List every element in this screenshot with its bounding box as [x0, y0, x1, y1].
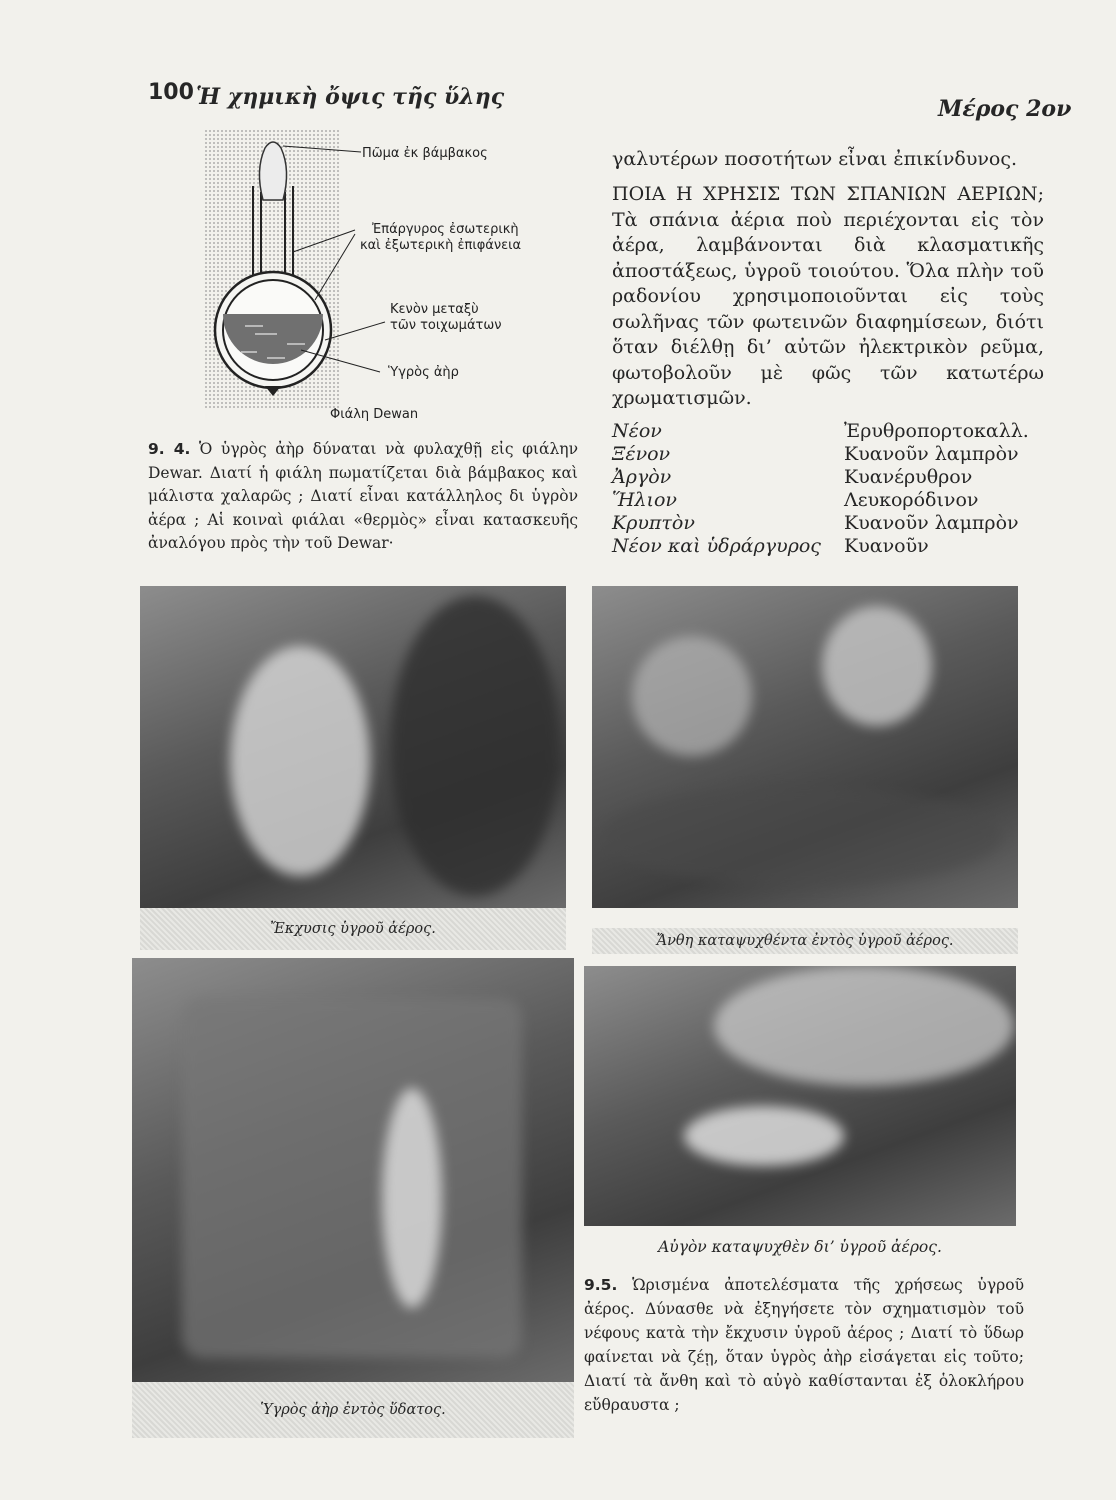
cotton-stopper [259, 142, 286, 200]
caption-9-5-text: Ὡρισμένα ἀποτελέσματα τῆς χρήσεως ὑγροῦ ἀέρος. Δύνασθε νὰ ἐξηγήσετε τὸν σχηματισμὸν τοῦ νέφους κατὰ τὴν ἔκχυσιν ὑγροῦ ἀέρος ; Διατί τὸ ὕδωρ φαίνεται νὰ ζέῃ, ὅταν ὑγρὸς ἀὴρ εἰσάγεται εἰς τοῦτο; Διατί τὰ ἄνθη καὶ τὸ αὐγὸ καθίστανται ἐξ ὁλοκλήρου εὔθραυστα ; [584, 1276, 1024, 1414]
gas-name: Νέον [612, 420, 662, 442]
caption-egg: Αὐγὸν καταψυχθὲν δι’ ὑγροῦ ἀέρος. [658, 1238, 942, 1256]
caption-9-4 [148, 438, 578, 556]
caption-pouring: Ἔκχυσις ὑγροῦ ἀέρος. [140, 908, 566, 950]
photo-beaker [132, 958, 574, 1382]
gas-row [612, 420, 1044, 443]
page-number: 100 [148, 80, 194, 105]
gas-row [612, 489, 1044, 512]
intro-line: γαλυτέρων ποσοτήτων εἶναι ἐπικίνδυνος. [612, 148, 1018, 170]
caption-flowers: Ἄνθη καταψυχθέντα ἐντὸς ὑγροῦ ἀέρος. [592, 928, 1018, 954]
label-vacuum-line-1: Κενὸν μεταξὺ [390, 302, 479, 317]
photo-figure [390, 596, 560, 896]
gas-row [612, 535, 1044, 558]
photo-flowers [632, 636, 752, 756]
gas-color: Λευκορόδινον [844, 489, 979, 511]
label-silvered-line-1: Ἐπάργυρος ἐσωτερικὴ [372, 222, 519, 237]
gas-row [612, 443, 1044, 466]
gas-color: Κυανοῦν [844, 535, 929, 557]
photo-glass [822, 606, 932, 726]
photo-frozen-flowers [592, 586, 1018, 908]
label-silvered-line-2: καὶ ἐξωτερικὴ ἐπιφάνεια [360, 238, 522, 253]
photo-pouring-liquid-air [140, 586, 566, 908]
label-stopper: Πῶμα ἐκ βάμβακος [362, 146, 488, 161]
dewar-flask-diagram [205, 130, 575, 430]
gas-name: Νέον καὶ ὑδράργυρος [612, 535, 821, 557]
photo-egg-shards [684, 1106, 844, 1166]
photo-frozen-egg [584, 966, 1016, 1226]
running-title: Ἡ χημικὴ ὄψις τῆς ὕλης [196, 84, 505, 110]
photo-beaker-glass [182, 998, 522, 1358]
gas-color: Κυανοῦν λαμπρὸν [844, 512, 1019, 534]
photo-cloud [230, 646, 370, 876]
caption-9-4-text: Ὁ ὑγρὸς ἀὴρ δύναται νὰ φυλαχθῇ εἰς φιάλην Dewar. Διατί ἡ φιάλη πωματίζεται διὰ βάμβακος καὶ μάλιστα χαλαρῶς ; Διατί εἶναι κατάλληλος δι ὑγρὸν ἀέρα ; Αἱ κοιναὶ φιάλαι «θερμὸς» εἶναι κατασκευῆς ἀναλόγου πρὸς τὴν τοῦ Dewar· [148, 440, 579, 552]
gas-name: Ξένον [612, 443, 671, 465]
gas-name: Ἥλιον [612, 489, 677, 511]
gas-color: Κυανέρυθρον [844, 466, 973, 488]
gas-color: Ἐρυθροπορτοκαλλ. [844, 420, 1029, 442]
photo-vapor [382, 1088, 442, 1308]
rare-gases-paragraph [612, 182, 1044, 412]
gas-color-table [612, 420, 1044, 558]
rare-gases-body: Τὰ σπάνια ἀέρια ποὺ περιέχονται εἰς τὸν ἀέρα, λαμβάνονται διὰ κλασματικῆς ἀποστάξεως, ὑγροῦ τοιούτου. Ὅλα πλὴν τοῦ ραδονίου χρησιμοποιοῦνται εἰς τοὺς σωλῆνας τῶν φωτεινῶν διαφημίσεων, διότι ὅταν διέλθῃ δι’ αὐτῶν ἠλεκτρικὸν ρεῦμα, φωτοβολοῦν μὲ φῶς τῶν κατωτέρω χρωματισμῶν. [612, 208, 1044, 409]
gas-name: Κρυπτὸν [612, 512, 695, 534]
part-label: Μέρος 2ον [938, 96, 1072, 122]
rare-gases-heading: ΠΟΙΑ Η ΧΡΗΣΙΣ ΤΩΝ ΣΠΑΝΙΩΝ ΑΕΡΙΩΝ; [612, 183, 1044, 205]
gas-row [612, 512, 1044, 535]
photo-shirt [714, 966, 1014, 1086]
label-vacuum-line-2: τῶν τοιχωμάτων [390, 318, 502, 333]
photo-table [602, 786, 1002, 886]
gas-name: Ἀργὸν [612, 466, 672, 488]
label-liquid-air: Ὑγρὸς ἀὴρ [388, 365, 459, 380]
caption-beaker: Ὑγρὸς ἀὴρ ἐντὸς ὕδατος. [132, 1382, 574, 1438]
gas-color: Κυανοῦν λαμπρὸν [844, 443, 1019, 465]
caption-9-5-number: 9.5. [584, 1276, 618, 1294]
caption-9-4-number: 9. 4. [148, 440, 191, 458]
diagram-title: Φιάλη Dewan [330, 407, 419, 422]
gas-row [612, 466, 1044, 489]
caption-9-5 [584, 1273, 1024, 1417]
